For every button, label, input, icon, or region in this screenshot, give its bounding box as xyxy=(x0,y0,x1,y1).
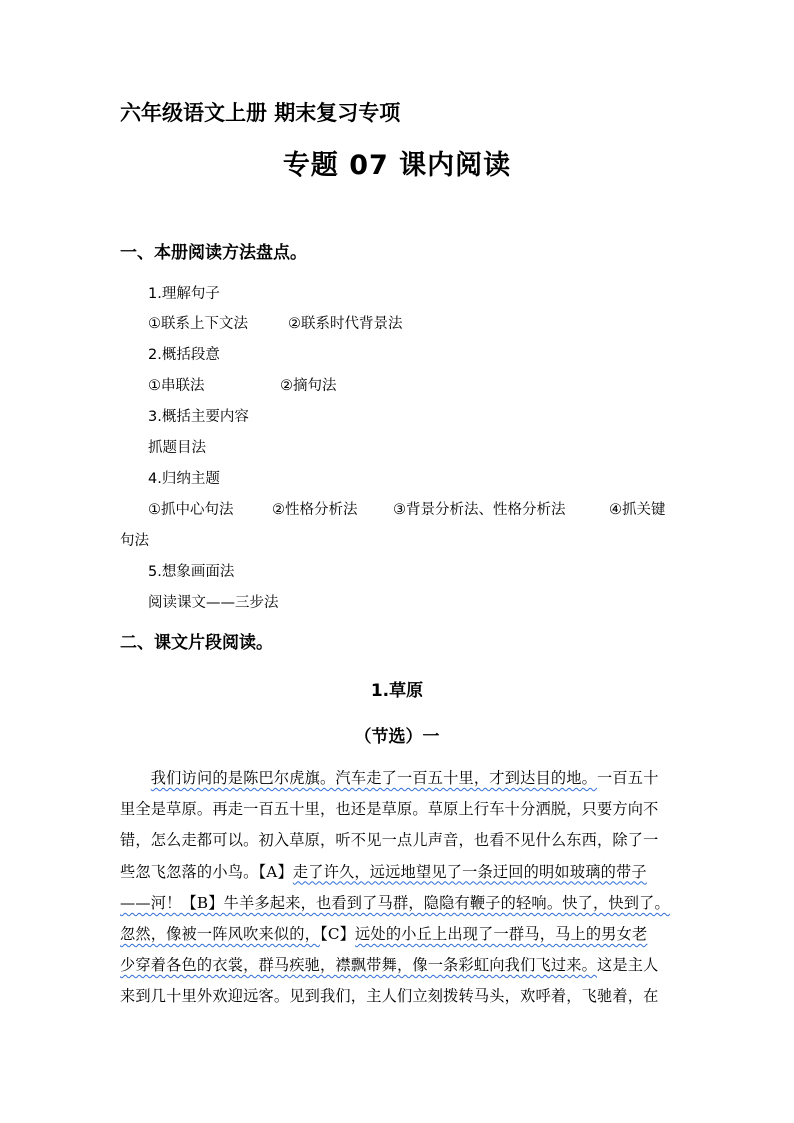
underlined-text: 忽然，像被一阵风吹来似的， xyxy=(120,925,321,943)
method-item-4-label: 4.归纳主题 xyxy=(148,471,220,487)
underlined-text: ——河！【B】牛羊多起来，也看到了马群，隐隐有鞭子的轻响。快了，快到了。 xyxy=(120,893,670,912)
passage-line xyxy=(120,767,659,788)
method-item-5-label: 5.想象画面法 xyxy=(148,564,235,580)
method-option: 抓题目法 xyxy=(148,440,206,456)
underlined-text: 远处的小丘上出现了一群马，马上的男女老 xyxy=(355,925,648,943)
passage-line xyxy=(120,985,659,1006)
method-item-2-label: 2.概括段意 xyxy=(148,347,220,363)
passage-line xyxy=(120,798,659,819)
passage-text: 这是主人 xyxy=(597,956,659,975)
series-title: 六年级语文上册 期末复习专项 xyxy=(120,101,401,125)
method-option: 阅读课文——三步法 xyxy=(148,595,279,611)
method-option: ①联系上下文法 xyxy=(148,316,248,332)
passage-text: 错，怎么走都可以。初入草原，听不见一点儿声音，也看不见什么东西，除了一 xyxy=(120,831,659,850)
method-item-1-label: 1.理解句子 xyxy=(148,286,220,302)
lesson-title: 1.草原 xyxy=(370,681,424,701)
passage-text: 来到几十里外欢迎远客。见到我们，主人们立刻拨转马头，欢呼着，飞驰着，在 xyxy=(120,987,659,1006)
method-option-continuation: 句法 xyxy=(120,533,149,549)
passage-text: 一百五十 xyxy=(597,769,659,787)
method-option: ③背景分析法、性格分析法 xyxy=(393,502,566,518)
method-item-3-label: 3.概括主要内容 xyxy=(148,409,249,425)
excerpt-subtitle: （节选）一 xyxy=(354,727,440,747)
passage-text xyxy=(120,769,151,787)
passage-line xyxy=(120,861,647,882)
method-option: ②摘句法 xyxy=(280,378,337,394)
passage-text: 【C】 xyxy=(320,925,356,943)
page-title: 专题 07 课内阅读 xyxy=(282,150,512,181)
method-option: ①串联法 xyxy=(148,378,205,394)
passage-text: 些忽飞忽落的小鸟。【A】 xyxy=(120,862,293,881)
section-2-heading: 二、课文片段阅读。 xyxy=(120,633,273,653)
passage-text: 里全是草原。再走一百五十里，也还是草原。草原上行车十分洒脱，只要方向不 xyxy=(120,800,659,819)
underlined-text: 我们访问的是陈巴尔虎旗。汽车走了一百五十里，才到达目的地。 xyxy=(150,769,598,787)
method-option: ④抓关键 xyxy=(609,502,666,518)
passage-line xyxy=(120,954,659,975)
underlined-text: 少穿着各色的衣裳，群马疾驰，襟飘带舞，像一条彩虹向我们飞过来。 xyxy=(120,956,598,975)
underlined-text: 走了许久，远远地望见了一条迂回的明如玻璃的带子 xyxy=(292,862,647,881)
section-1-heading: 一、本册阅读方法盘点。 xyxy=(120,243,307,263)
passage-line xyxy=(120,829,659,850)
method-option: ②性格分析法 xyxy=(272,502,358,518)
passage-line xyxy=(120,892,670,913)
method-option: ①抓中心句法 xyxy=(148,502,234,518)
method-option: ②联系时代背景法 xyxy=(288,316,403,332)
passage-line xyxy=(120,923,647,944)
